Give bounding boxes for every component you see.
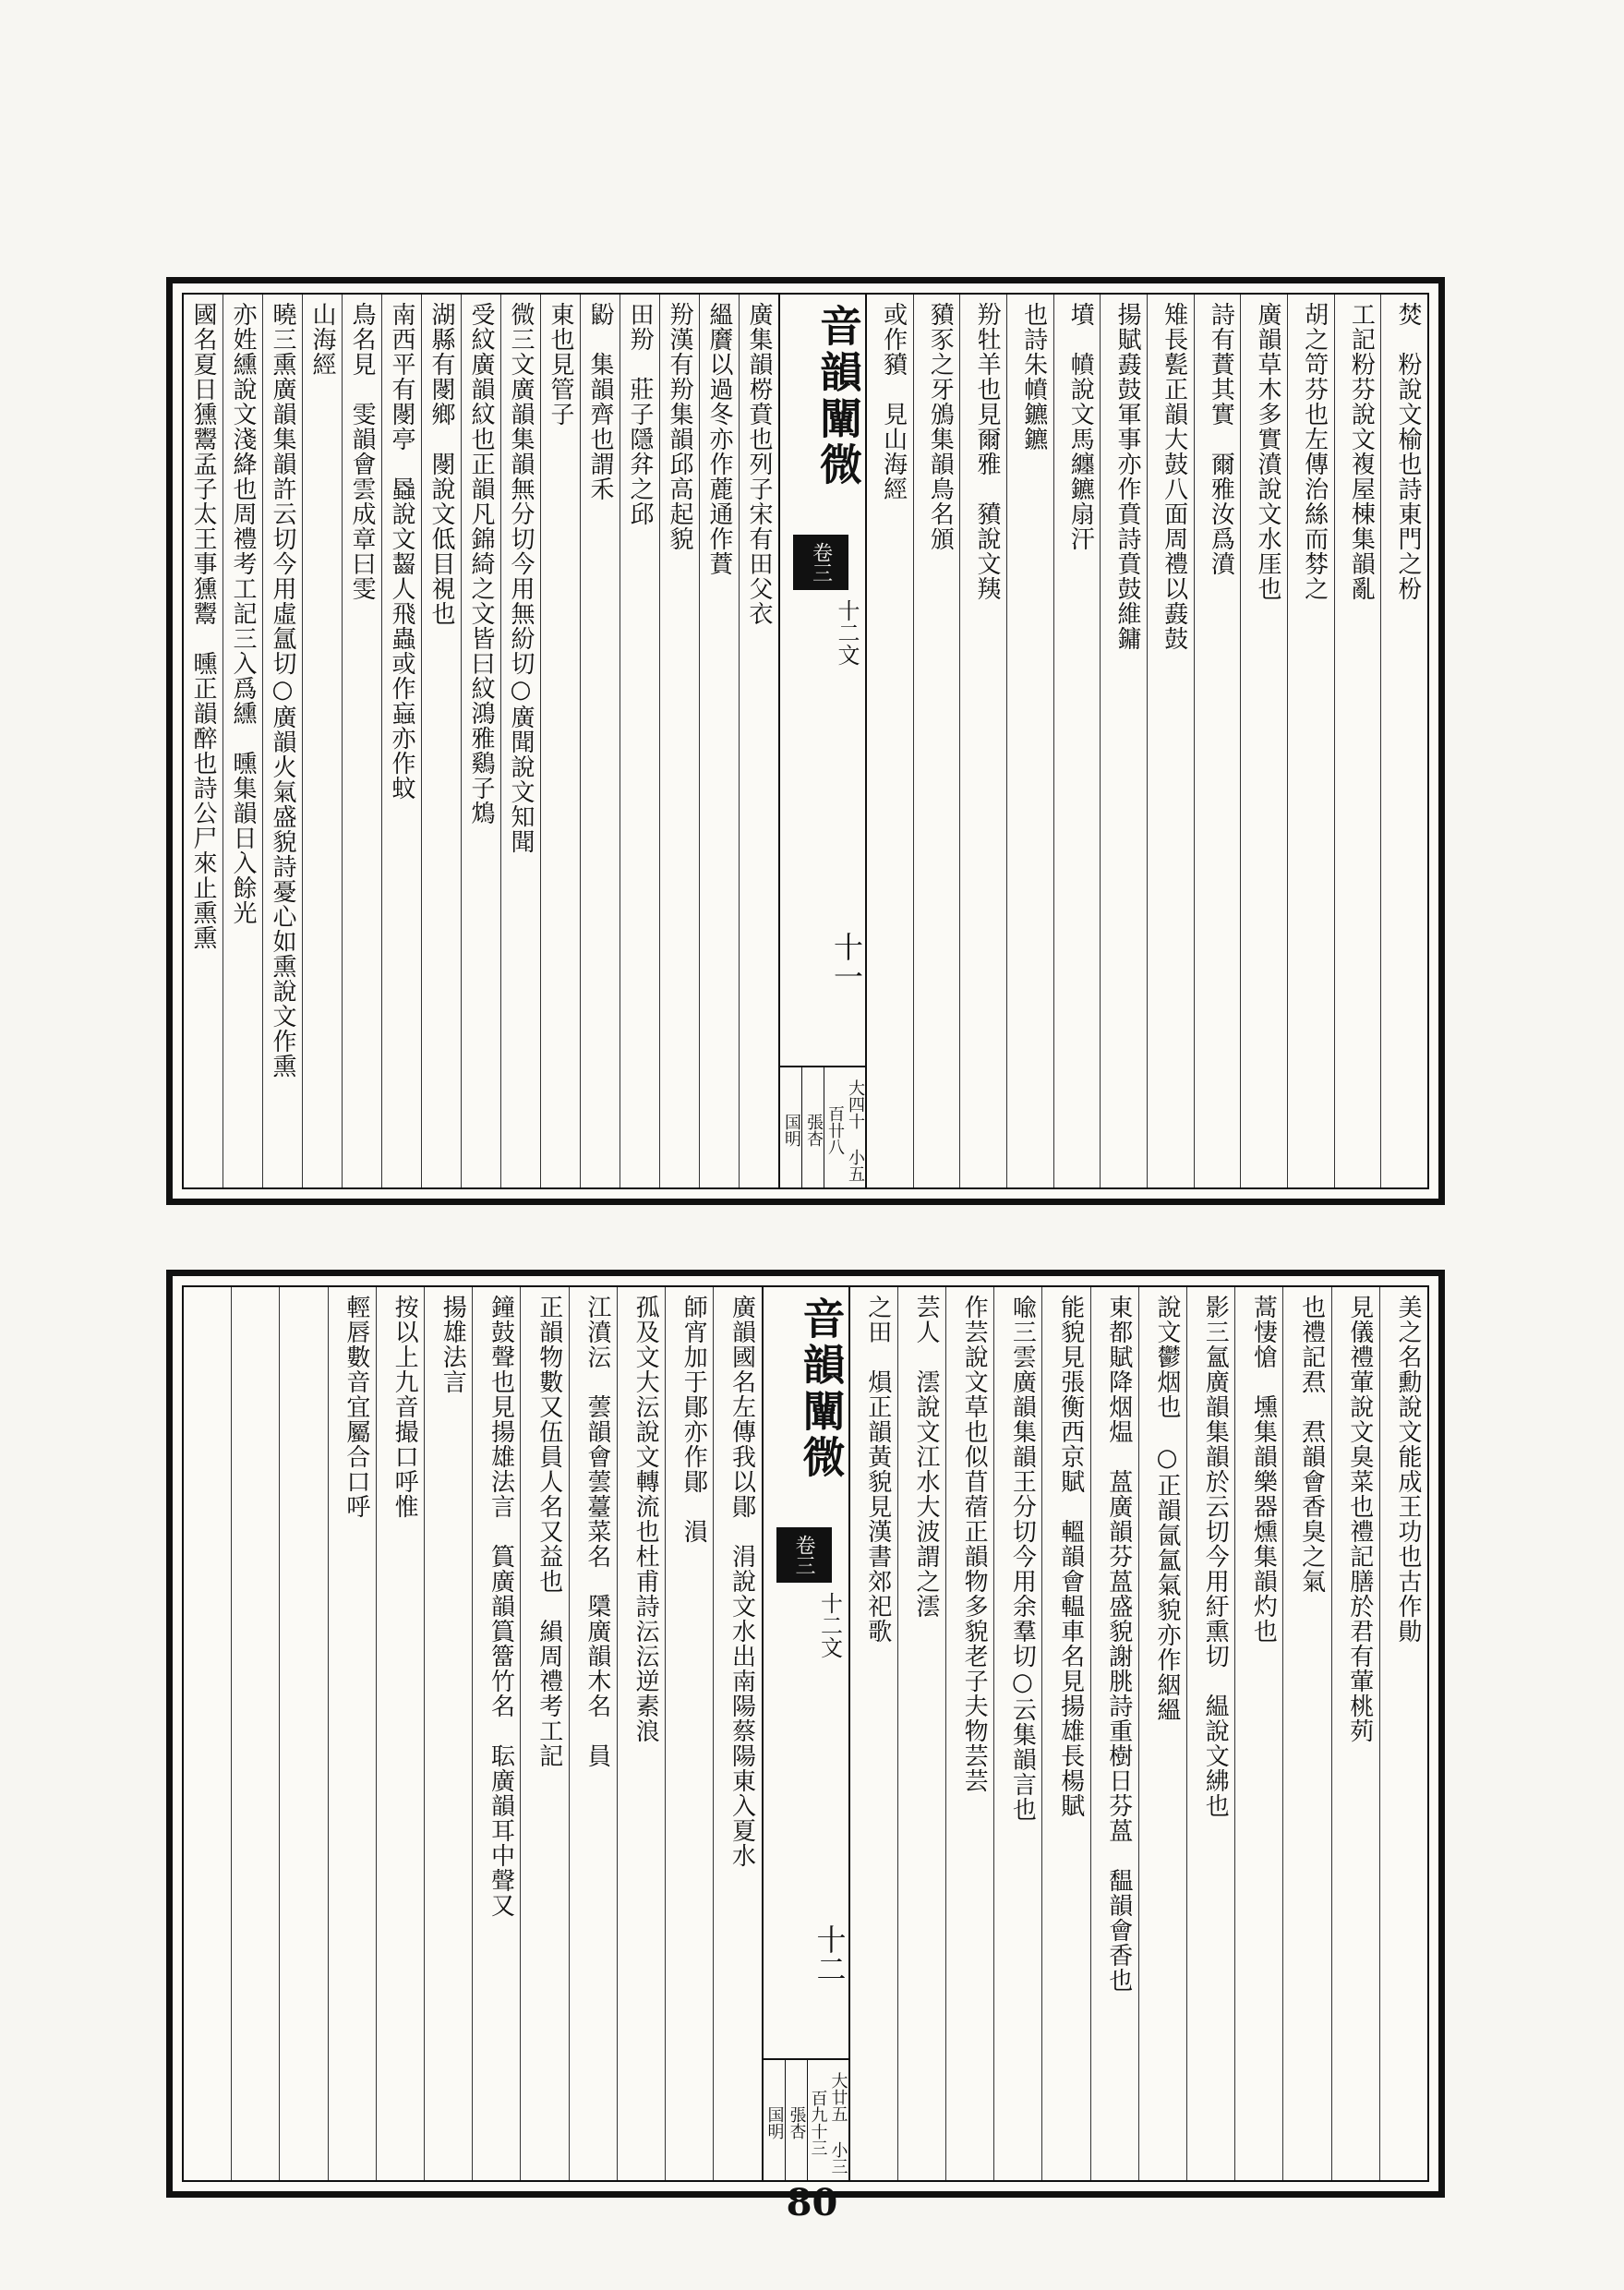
text-column: 江濆沄 蕓韻會蕓薹菜名 檃廣韻木名 員: [569, 1287, 617, 2180]
text-column: 影三氳廣韻集韻於云切今用紆熏切 緼說文紼也: [1186, 1287, 1234, 2180]
text-column: 喩三雲廣韻集韻王分切今用余羣切○云集韻言也: [993, 1287, 1041, 2180]
text-column: 美之名勳說文能成王功也古作勛: [1379, 1287, 1427, 2180]
text-column: [231, 1287, 279, 2180]
fold-folio: 十二: [812, 1924, 848, 1983]
text-column: 亦姓纁說文淺絳也周禮考工記三入爲纁 曛集韻日入餘光: [223, 295, 262, 1187]
text-column: 蒿悽愴 壎集韻樂器燻集韻灼也: [1234, 1287, 1282, 2180]
text-column: 豶豕之牙鳻集韻鳥名頒: [913, 295, 960, 1187]
text-column: 見儀禮葷說文臭菜也禮記膳於君有葷桃茢: [1331, 1287, 1379, 2180]
text-column: 受紋廣韻紋也正韻凡錦綺之文皆曰紋鴻雅鷄子鴆: [461, 295, 500, 1187]
fold-bottom-box: [780, 1066, 865, 1187]
bottom-left-half: [184, 1287, 762, 2180]
fold-folio: 十一: [829, 932, 864, 991]
text-column: 湖縣有閿鄉 閿說文低目視也: [421, 295, 461, 1187]
fold-char-count: 大廿五 小三百九十三: [807, 2060, 848, 2180]
text-column: 輕唇數音宜屬合口呼: [328, 1287, 376, 2180]
text-column: 或作豶 見山海經: [879, 302, 908, 501]
text-column: 鐘鼓聲也見揚雄法言 篔廣韻篔簹竹名 耺廣韻耳中聲又: [472, 1287, 520, 2180]
text-column: 也禮記焄 焄韻會香臭之氣: [1282, 1287, 1330, 2180]
text-column: 能貌見張衡西京賦 轀韻會輼車名見揚雄長楊賦: [1041, 1287, 1089, 2180]
text-column: 芸人 澐說文江水大波謂之澐: [897, 1287, 945, 2180]
text-column: 焚 粉說文榆也詩東門之枌: [1380, 295, 1427, 1187]
top-right-half: [867, 295, 1427, 1187]
text-column: 鳥名見 雯韻會雲成章曰雯: [342, 295, 381, 1187]
text-column: 羒漢有羒集韻邱高起貌: [659, 295, 699, 1187]
fold-title: 音韻闡微: [796, 1296, 847, 1481]
text-column: 東也見管子: [540, 295, 580, 1187]
fold-title: 音韻闡微: [813, 304, 863, 488]
text-column: 也詩朱幩鑣鑣: [1006, 295, 1053, 1187]
text-column: 南西平有閿亭 蟁說文齧人飛蟲或作蝱亦作蚊: [381, 295, 421, 1187]
text-column: 胡之笴芬也左傳治絲而棼之: [1287, 295, 1334, 1187]
text-column: 羒牡羊也見爾雅 豶說文羠: [959, 295, 1006, 1187]
fold-juan: 卷三: [776, 1527, 832, 1583]
text-column: 師宵加于鄖亦作鄖 溳: [665, 1287, 713, 2180]
text-column: 按以上九音撮口呼惟: [376, 1287, 424, 2180]
page-number: 80: [786, 2181, 838, 2224]
text-column: 雉長甏正韻大鼓八面周禮以鼖鼓: [1147, 295, 1194, 1187]
top-left-half: [184, 295, 778, 1187]
text-column: 揚雄法言: [424, 1287, 472, 2180]
text-column: 廣集韻梤賁也列子宋有田父衣: [739, 295, 778, 1187]
fold-rhyme: 十二文: [834, 599, 860, 666]
text-column: 山海經: [302, 295, 342, 1187]
text-column: 田羒 莊子隱弅之邱: [620, 295, 659, 1187]
text-column: [184, 1287, 231, 2180]
text-column: 孤及文大沄說文轉流也杜甫詩沄沄逆素浪: [617, 1287, 665, 2180]
text-column: 詩有蕡其實 爾雅汝爲濆: [1194, 295, 1241, 1187]
text-column: 之田 熉正韻黃貌見漢書郊祀歌: [863, 1295, 892, 1644]
text-column: 墳 幩說文馬纏鑣扇汗: [1053, 295, 1101, 1187]
text-column: 鼢 集韻齊也謂禾: [580, 295, 620, 1187]
text-column: 國名夏日獯鬻孟子太王事獯鬻 曛正韻醉也詩公尸來止熏熏: [189, 302, 217, 950]
fold-carver: 張杏: [801, 1067, 824, 1187]
text-column: 揚賦鼖鼓軍事亦作賁詩賁鼓維鏞: [1100, 295, 1147, 1187]
bottom-leaf-frame: [182, 1285, 1429, 2182]
fold-carver: 張杏: [785, 2060, 807, 2180]
text-column: 東都賦降烟煴 蒕廣韻芬蒕盛貌謝朓詩重樹日芬蒕 馧韻會香也: [1090, 1287, 1138, 2180]
fold-juan: 卷三: [793, 535, 848, 590]
text-column: 微三文廣韻集韻無分切今用無紛切○廣聞說文知聞: [500, 295, 540, 1187]
text-column: 說文鬱烟也 ○正韻氤氳氣貌亦作絪縕: [1138, 1287, 1186, 2180]
text-column: 廣韻國名左傳我以鄖 涓說文水出南陽蔡陽東入夏水: [713, 1287, 761, 2180]
top-leaf-frame: [182, 293, 1429, 1189]
text-column: 縕黂以過冬亦作蔍通作蕡: [699, 295, 739, 1187]
text-column: [279, 1287, 327, 2180]
bottom-center-fold: [762, 1287, 850, 2180]
fold-bottom-box: [764, 2058, 848, 2180]
fold-char-count: 大四十 小五百卄八: [824, 1067, 865, 1187]
fold-rhyme: 十二文: [816, 1592, 843, 1658]
text-column: 廣韻草木多實濆說文水厓也: [1240, 295, 1287, 1187]
text-column: 正韻物數又伍員人名又益也 縜周禮考工記: [520, 1287, 568, 2180]
text-column: 工記粉芬說文複屋棟集韻亂: [1334, 295, 1381, 1187]
fold-proofreader: 国明: [764, 2106, 785, 2139]
bottom-leaf: [166, 1270, 1445, 2198]
text-column: 曉三熏廣韻集韻許云切今用虛氲切○廣韻火氣盛貌詩憂心如熏說文作熏: [262, 295, 302, 1187]
text-column: 作芸說文草也似苜蓿正韻物多貌老子夫物芸芸: [945, 1287, 993, 2180]
top-center-fold: [778, 295, 867, 1187]
bottom-right-half: [850, 1287, 1428, 2180]
fold-proofreader: 国明: [782, 1114, 801, 1147]
top-leaf: [166, 277, 1445, 1205]
